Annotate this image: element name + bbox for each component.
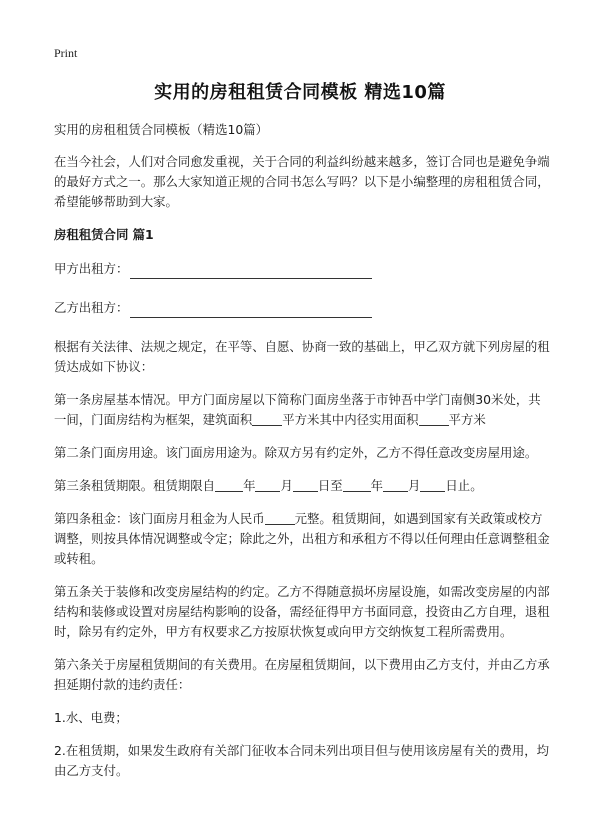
month-label: 月 xyxy=(280,478,293,493)
start-day-blank xyxy=(293,478,318,492)
rent-amount-blank xyxy=(265,511,295,525)
party-b-blank xyxy=(130,301,372,318)
article-6: 第六条关于房屋租赁期间的有关费用。在房屋租赁期间，以下费用由乙方支付，并由乙方承担延期付款的违约责任： xyxy=(54,657,550,692)
list-item-1: 1.水、电费； xyxy=(54,710,128,725)
area-blank xyxy=(252,412,282,426)
document-body xyxy=(54,120,550,794)
section-heading: 房租租赁合同 篇1 xyxy=(54,227,154,242)
article-3 xyxy=(54,476,550,496)
party-a-row xyxy=(54,259,550,279)
article-1-text-b: 平方米其中内径实用面积 xyxy=(282,412,419,427)
article-4-text-a: 第四条租金：该门面房月租金为人民币 xyxy=(54,511,265,526)
party-b-label: 乙方出租方： xyxy=(54,300,129,315)
end-month-blank xyxy=(383,478,408,492)
start-month-blank xyxy=(255,478,280,492)
article-3-prefix: 第三条租赁期限。租赁期限自 xyxy=(54,478,216,493)
article-1 xyxy=(54,390,550,430)
list-item-2: 2.在租赁期，如果发生政府有关部门征收本合同未列出项目但与使用该房屋有关的费用，均由乙方支付。 xyxy=(54,743,550,778)
print-label[interactable]: Print xyxy=(54,46,78,60)
end-year-blank xyxy=(343,478,371,492)
year-label: 年 xyxy=(243,478,256,493)
preamble-paragraph: 根据有关法律、法规之规定，在平等、自愿、协商一致的基础上，甲乙双方就下列房屋的租赁达成如下协议： xyxy=(54,339,550,374)
usable-area-blank xyxy=(419,412,449,426)
article-4-text-b: 元整。租赁期间，如遇到国家有关政策或校方调整，则按具体情况调整或令定；除此之外，出租方和承租方不得以任何理由任意调整租金或转租。 xyxy=(54,511,550,566)
article-5: 第五条关于装修和改变房屋结构的约定。乙方不得随意损坏房屋设施，如需改变房屋的内部结构和装修或设置对房屋结构影响的设备，需经征得甲方书面同意，投资由乙方自理，退租时，除另有约定外，甲方有权要求乙方按原状恢复或向甲方交纳恢复工程所需费用。 xyxy=(54,584,550,639)
article-1-text-c: 平方米 xyxy=(448,412,486,427)
month-label: 月 xyxy=(408,478,421,493)
document-title: 实用的房租租赁合同模板 精选10篇 xyxy=(154,82,446,103)
intro-paragraph: 在当今社会，人们对合同愈发重视，关于合同的利益纠纷越来越多，签订合同也是避免争端的最好方式之一。那么大家知道正规的合同书怎么写吗？以下是小编整理的房租租赁合同，希望能够帮助到大家。 xyxy=(54,154,550,209)
year-label: 年 xyxy=(370,478,384,493)
day-to-label: 日至 xyxy=(317,478,343,493)
party-a-label: 甲方出租方： xyxy=(54,261,129,276)
end-day-blank xyxy=(420,478,445,492)
day-end-label: 日止。 xyxy=(445,478,483,493)
article-1-text-a: 第一条房屋基本情况。甲方门面房屋以下简称门面房坐落于市钟吾中学门南侧30米处，共一间，门面房结构为框架，建筑面积 xyxy=(54,392,541,427)
article-4 xyxy=(54,509,550,569)
party-a-blank xyxy=(130,262,372,279)
document-subtitle: 实用的房租租赁合同模板（精选10篇） xyxy=(54,122,269,137)
article-2: 第二条门面房用途。该门面房用途为。除双方另有约定外，乙方不得任意改变房屋用途。 xyxy=(54,445,538,460)
party-b-row xyxy=(54,298,550,318)
start-year-blank xyxy=(215,478,243,492)
